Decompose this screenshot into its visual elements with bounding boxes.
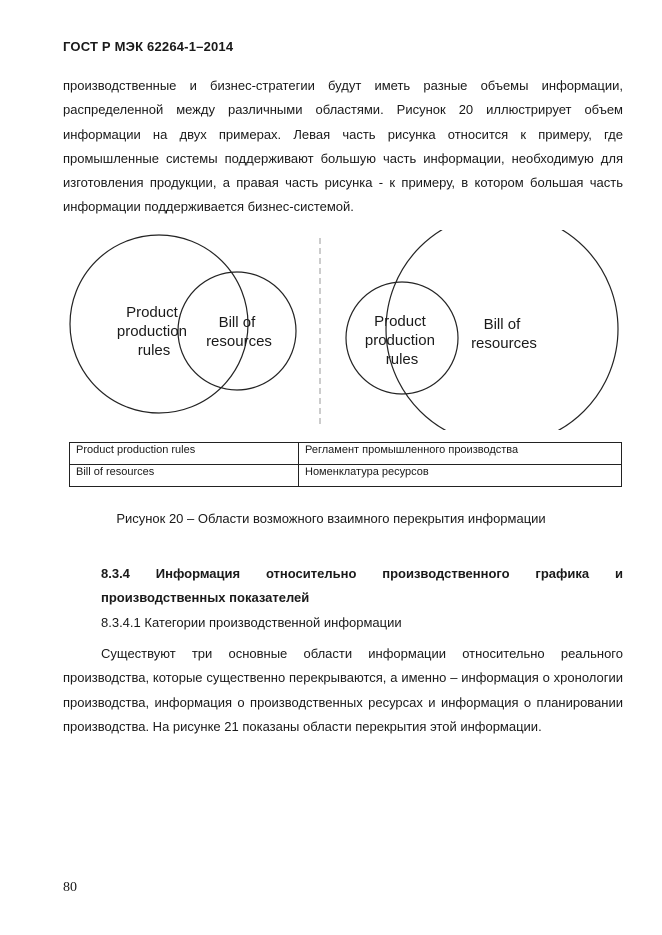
venn-diagram [62,230,626,430]
right-big-label [471,316,537,352]
section-title-word: относительно [265,566,357,581]
section-heading-line [101,562,623,586]
table-row [70,465,622,487]
intro-paragraph: производственные и бизнес-стратегии будут иметь разные объемы информации, распределенной между различными областями. Рисунок 20 иллюстрирует объем информации на двух примерах. Левая часть рисунка относится к примеру, где промышленные системы поддерживают большую часть информации, необходимую для изготовления продукции, а правая часть рисунка - к примеру, в котором большая часть информации поддерживается бизнес-системой. [63,78,623,215]
section-title-word: и [614,566,623,581]
left-small-circle [178,272,296,390]
document-header: ГОСТ Р МЭК 62264-1–2014 [63,39,234,54]
legend-term: Product production rules [70,443,299,465]
left-small-label-line: resources [206,333,272,350]
section-heading [101,562,623,610]
left-big-label-line: production [116,323,187,340]
venn-figure [62,230,626,430]
section-title-word: Информация [155,566,241,581]
section-paragraph: Существуют три основные области информации относительно реального производства, которые существенно перекрываются, а именно – информация о хронологии производства, информация о производственных ресурсах и информация о планировании производства. На рисунке 21 показаны области перекрытия этой информации. [63,646,623,734]
left-big-label [117,304,191,359]
page-number: 80 [63,880,77,895]
figure-caption: Рисунок 20 – Области возможного взаимного перекрытия информации [116,511,546,526]
right-big-label-line: Bill of [483,316,521,333]
left-big-label-line: rules [137,342,171,359]
section-number: 8.3.4 [101,566,130,581]
left-small-label-line: Bill of [218,314,256,331]
legend-term: Bill of resources [70,465,299,487]
right-small-label-line: Product [374,313,426,330]
legend-translation: Номенклатура ресурсов [299,465,622,487]
section-title-word: графика [535,566,590,581]
subsection-heading: 8.3.4.1 Категории производственной информации [101,615,402,630]
left-big-label-line: Product [126,304,178,321]
right-small-label [365,313,439,368]
right-small-label-line: rules [385,351,419,368]
section-title-line2: производственных показателей [101,590,310,605]
right-small-label-line: production [364,332,435,349]
left-small-label [206,314,272,350]
table-row [70,443,622,465]
figure-legend-table [69,442,622,487]
section-title-word: производственного [382,566,510,581]
right-big-label-line: resources [471,335,537,352]
legend-translation: Регламент промышленного производства [299,443,622,465]
